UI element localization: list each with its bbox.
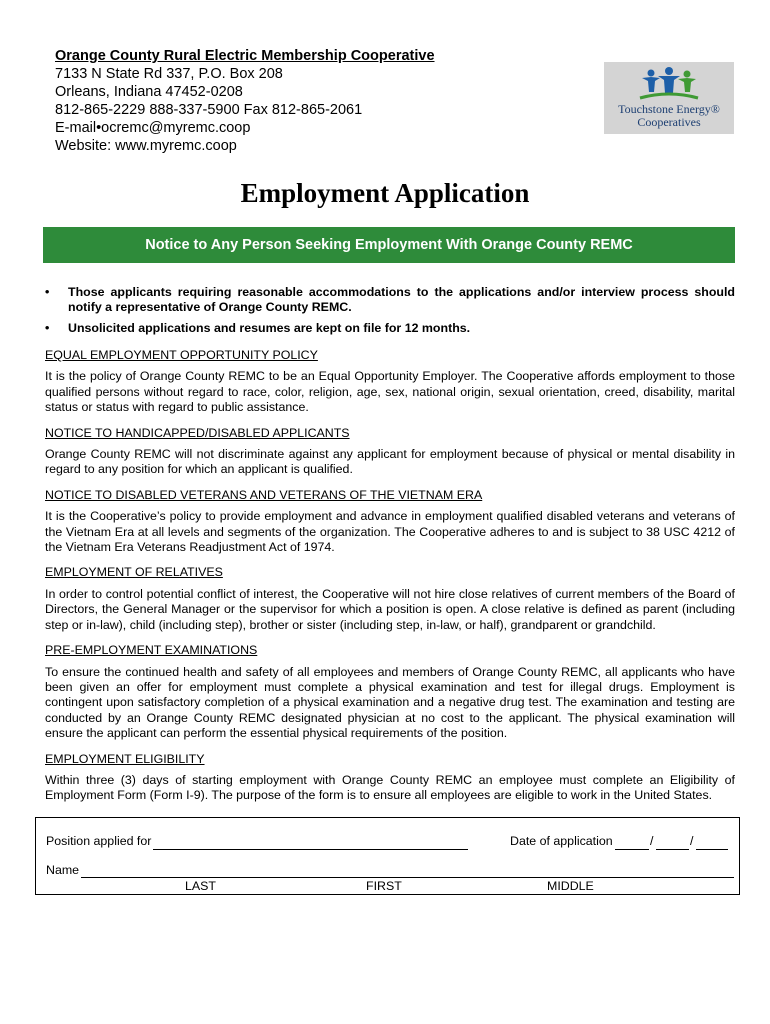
date-label: Date of application xyxy=(510,834,613,848)
position-label: Position applied for xyxy=(46,834,152,848)
section-pre-employment-exams xyxy=(45,643,735,741)
date-separator: / xyxy=(650,834,654,848)
section-heading: EQUAL EMPLOYMENT OPPORTUNITY POLICY xyxy=(45,348,318,362)
policy-sections xyxy=(45,348,735,814)
bullet-dot-icon: • xyxy=(45,285,50,299)
section-veterans-notice xyxy=(45,488,735,556)
bullet-text: Unsolicited applications and resumes are kept on file for 12 months. xyxy=(68,321,471,335)
section-body: It is the Cooperative’s policy to provide employment and advance in employment qualified disabled veterans and veterans of the Vietnam Era at all levels and segments of the organization. The Cooperative adheres to and is subject to 38 USC 4212 of the Vietnam Era Veterans Readjustment Act of 1974. xyxy=(45,509,735,555)
section-body: Orange County REMC will not discriminate against any applicant for employment because of physical or mental disability in regard to any position for which an applicant is qualified. xyxy=(45,447,735,477)
notice-bullet-list xyxy=(45,285,735,342)
bullet-text: Those applicants requiring reasonable accommodations to the applications and/or interview process should notify a representative of Orange County REMC. xyxy=(68,285,735,314)
section-heading: NOTICE TO HANDICAPPED/DISABLED APPLICANTS xyxy=(45,425,350,440)
date-separator: / xyxy=(690,834,694,848)
organization-header xyxy=(55,47,435,155)
section-handicapped-notice xyxy=(45,426,735,478)
organization-name: Orange County Rural Electric Membership Cooperative xyxy=(55,48,435,64)
section-heading: PRE-EMPLOYMENT EXAMINATIONS xyxy=(45,643,258,658)
section-equal-employment xyxy=(45,348,735,416)
date-day-field[interactable] xyxy=(656,849,689,850)
applicant-info-form xyxy=(35,817,740,895)
last-name-label: LAST xyxy=(185,879,216,893)
section-body: Within three (3) days of starting employment with Orange County REMC an employee must complete an Eligibility of Employment Form (Form I-9). The purpose of the form is to ensure all employees are eligible to work in the United States. xyxy=(45,772,735,803)
phone-numbers: 812-865-2229 888-337-5900 Fax 812-865-2061 xyxy=(55,102,363,118)
logo-text-line-1: Touchstone Energy® xyxy=(618,102,720,116)
section-heading: NOTICE TO DISABLED VETERANS AND VETERANS OF THE VIETNAM ERA xyxy=(45,487,483,502)
people-figures-icon xyxy=(636,66,702,102)
section-heading: EMPLOYMENT ELIGIBILITY xyxy=(45,751,205,766)
notice-banner-text: Notice to Any Person Seeking Employment With Orange County REMC xyxy=(145,237,633,253)
first-name-label: FIRST xyxy=(366,879,402,893)
address-line-1: 7133 N State Rd 337, P.O. Box 208 xyxy=(55,66,283,82)
date-month-field[interactable] xyxy=(615,849,649,850)
logo-text-line-2: Cooperatives xyxy=(637,115,701,129)
middle-name-label: MIDDLE xyxy=(547,879,594,893)
address-line-2: Orleans, Indiana 47452-0208 xyxy=(55,84,243,100)
website: Website: www.myremc.coop xyxy=(55,138,237,154)
notice-banner xyxy=(43,227,735,263)
section-body: In order to control potential conflict of interest, the Cooperative will not hire close relatives of current members of the Board of Directors, the General Manager or the supervisor for which a position is open. A close relative is defined as parent (including step or in-law), child (including step), brother or sister (including step, in-law, or half), grandparent or grandchild. xyxy=(45,586,735,632)
date-year-field[interactable] xyxy=(696,849,728,850)
bullet-item xyxy=(45,321,735,336)
document-title: Employment Application xyxy=(240,178,530,208)
email-address: E-mail•ocremc@myremc.coop xyxy=(55,120,251,136)
bullet-item xyxy=(45,285,735,315)
name-field[interactable] xyxy=(81,877,734,878)
touchstone-energy-logo xyxy=(604,62,734,134)
section-body: It is the policy of Orange County REMC to be an Equal Opportunity Employer. The Cooperative affords employment to those qualified persons without regard to race, color, religion, age, sex, national origin, sexual orientation, creed, disability, marital status or status with regard to public assistance. xyxy=(45,369,735,415)
bullet-dot-icon: • xyxy=(45,321,50,335)
section-heading: EMPLOYMENT OF RELATIVES xyxy=(45,565,223,580)
section-employment-of-relatives xyxy=(45,565,735,633)
section-employment-eligibility xyxy=(45,752,735,804)
name-label: Name xyxy=(46,863,80,877)
section-body: To ensure the continued health and safety of all employees and members of Orange County REMC, all applicants who have been given an offer for employment must complete a physical examination and test for illegal drugs. Employment is contingent upon satisfactory completion of a physical examination and a negative drug test. The examination and testing are conducted by an Orange County REMC designated physician at no cost to the applicant. The physical examination will ensure the applicant can perform the essential physical requirements of the position. xyxy=(45,664,735,741)
position-field[interactable] xyxy=(153,849,468,850)
